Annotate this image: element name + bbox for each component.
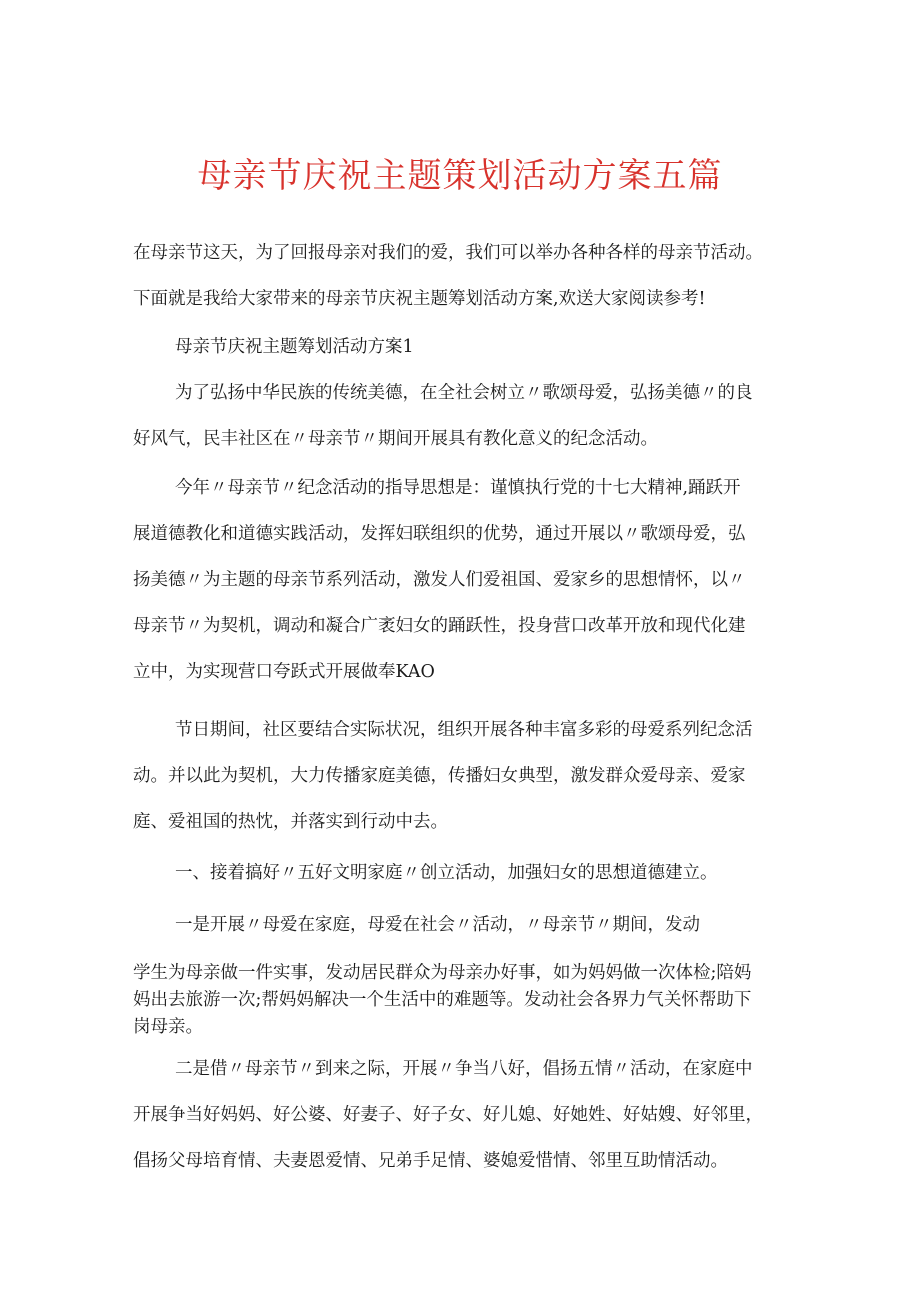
paragraph-line: 开展争当好妈妈、好公婆、好妻子、好子女、好儿媳、好她姓、好姑嫂、好邻里， — [133, 1105, 763, 1125]
intro-paragraph — [133, 230, 803, 322]
list-item-text: 一、接着搞好〃五好文明家庭〃创立活动，加强妇女的思想道德建立。 — [175, 863, 718, 883]
paragraph-line: 学生为母亲做一件实事，发动居民群众为母亲办好事，如为妈妈做一次体检;陪妈 — [133, 963, 752, 983]
intro-line: 下面就是我给大家带来的母亲节庆祝主题筹划活动方案,欢送大家阅读参考! — [133, 289, 706, 309]
paragraph-line: 母亲节〃为契机，调动和凝合广袤妇女的踊跃性，投身营口改革开放和现代化建 — [133, 616, 746, 636]
paragraph-line: 今年〃母亲节〃纪念活动的指导思想是：谨慎执行党的十七大精神,踊跃开 — [175, 478, 741, 498]
paragraph-1 — [133, 370, 803, 462]
document-title: 母亲节庆祝主题策划活动方案五篇 — [197, 156, 723, 196]
section-heading — [133, 324, 845, 370]
paragraph-line: 立中，为实现营口夸跃式开展做奉KAO — [133, 662, 435, 682]
list-item-2-first — [133, 902, 803, 948]
paragraph-line: 庭、爱祖国的热忱，并落实到行动中去。 — [133, 812, 448, 832]
paragraph-line: 展道德教化和道德实践活动，发挥妇联组织的优势，通过开展以〃歌颂母爱，弘 — [133, 524, 746, 544]
paragraph-line: 节日期间，社区要结合实际状况，组织开展各种丰富多彩的母爱系列纪念活 — [175, 720, 753, 740]
paragraph-line: 扬美德〃为主题的母亲节系列活动，激发人们爱祖国、爱家乡的思想情怀，以〃 — [133, 570, 746, 590]
paragraph-line: 岗母亲。 — [133, 1017, 203, 1037]
paragraph-line: 倡扬父母培育情、夫妻恩爱情、兄弟手足情、婆媳爱惜情、邻里互助情活动。 — [133, 1151, 728, 1171]
paragraph-3 — [133, 707, 803, 845]
intro-line: 在母亲节这天，为了回报母亲对我们的爱，我们可以举办各种各样的母亲节活动。 — [133, 243, 763, 263]
paragraph-line: 二是借〃母亲节〃到来之际，开展〃争当八好，倡扬五情〃活动，在家庭中 — [175, 1059, 753, 1079]
paragraph-line: 好风气，民丰社区在〃母亲节〃期间开展具有教化意义的纪念活动。 — [133, 429, 658, 449]
paragraph-line: 妈出去旅游一次;帮妈妈解决一个生活中的难题等。发动社会各界力气关怀帮助下 — [133, 990, 752, 1010]
paragraph-line: 为了弘扬中华民族的传统美德，在全社会树立〃歌颂母爱，弘扬美德〃的良 — [175, 383, 753, 403]
paragraph-2 — [133, 465, 803, 695]
list-item-2-body — [133, 960, 803, 1041]
list-item-text: 一是开展〃母爱在家庭，母爱在社会〃活动，〃母亲节〃期间，发动 — [175, 915, 700, 935]
list-item-1 — [133, 850, 803, 896]
list-item-3 — [133, 1046, 803, 1184]
section-heading-text: 母亲节庆祝主题筹划活动方案1 — [175, 337, 414, 357]
paragraph-line: 动。并以此为契机，大力传播家庭美德，传播妇女典型，激发群众爱母亲、爱家 — [133, 766, 746, 786]
